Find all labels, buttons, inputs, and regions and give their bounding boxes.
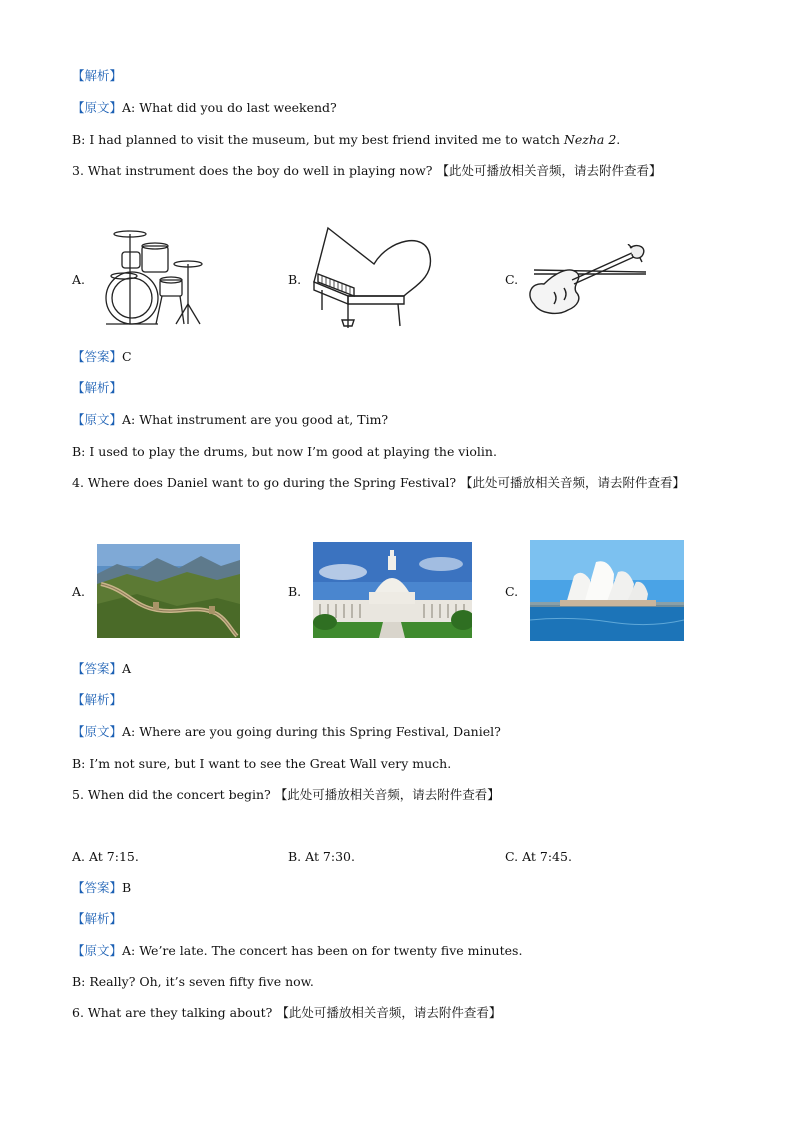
transcript-line-b-3: B: I used to play the drums, but now I’m good at playing the violin. [72,444,497,459]
q5-option-a: A. At 7:15. [72,849,139,864]
q4-option-c-label: C. [505,584,519,599]
q5-option-b: B. At 7:30. [288,849,355,864]
q4-option-a-label: A. [72,584,86,599]
q3-option-a-label: A. [72,272,86,287]
transcript-line-a: 【原文】A: What did you do last weekend? [72,100,337,115]
sydney-opera-house-photo [530,540,684,641]
transcript-line-b: B: I had planned to visit the museum, but my best friend invited me to watch Nezha 2. [72,132,621,147]
analysis-label-4: 【解析】 [72,692,123,707]
analysis-label: 【解析】 [72,68,123,83]
drum-kit-icon [92,224,212,330]
q3-option-c-label: C. [505,272,519,287]
transcript-line-b-4: B: I’m not sure, but I want to see the Great Wall very much. [72,756,452,771]
question-4: 4. Where does Daniel want to go during the Spring Festival? 【此处可播放相关音频，请去附件查看】 [72,475,686,490]
capitol-building-photo [313,542,472,638]
transcript-line-a-5: 【原文】A: We’re late. The concert has been on for twenty five minutes. [72,943,523,958]
answer-line-5: 【答案】B [72,880,132,895]
transcript-line-a-4: 【原文】A: Where are you going during this Spring Festival, Daniel? [72,724,501,739]
q3-option-b-label: B. [288,272,302,287]
grand-piano-icon [308,224,434,334]
analysis-label-5: 【解析】 [72,911,123,926]
violin-icon [524,244,650,322]
question-6: 6. What are they talking about? 【此处可播放相关音频，请去附件查看】 [72,1005,502,1020]
great-wall-photo [97,544,240,638]
question-3: 3. What instrument does the boy do well in playing now? 【此处可播放相关音频，请去附件查看】 [72,163,662,178]
answer-line-3: 【答案】C [72,349,132,364]
q5-option-c: C. At 7:45. [505,849,572,864]
question-5: 5. When did the concert begin? 【此处可播放相关音频，请去附件查看】 [72,787,500,802]
answer-line-4: 【答案】A [72,661,132,676]
q4-option-b-label: B. [288,584,302,599]
transcript-line-a-3: 【原文】A: What instrument are you good at, Tim? [72,412,389,427]
analysis-label-3: 【解析】 [72,380,123,395]
transcript-line-b-5: B: Really? Oh, it’s seven fifty five now. [72,974,314,989]
